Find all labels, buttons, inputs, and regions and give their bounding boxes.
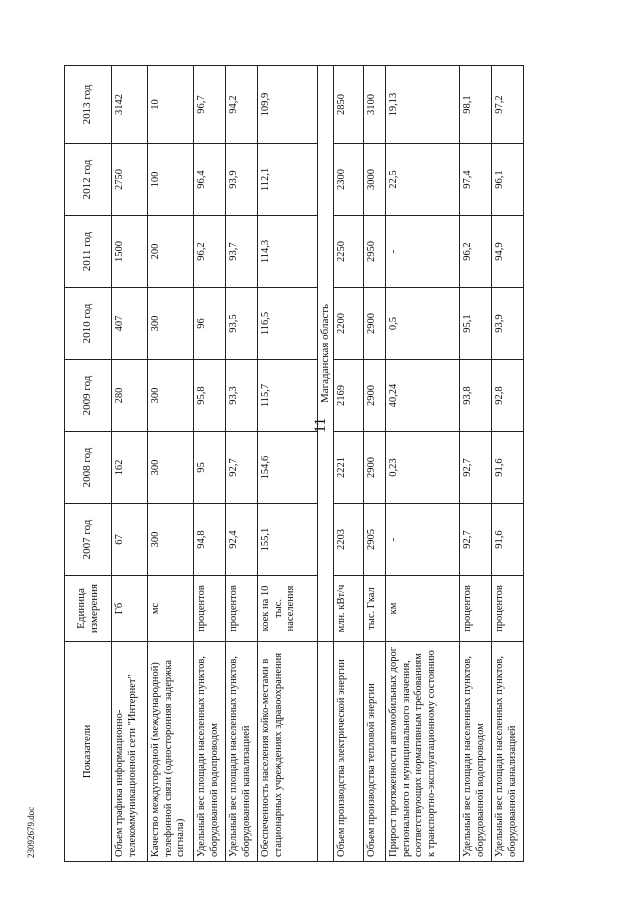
indicator-cell: Удельный вес площади населенных пунктов, оборудованной канализацией	[226, 642, 258, 862]
value-cell: 2250	[334, 216, 364, 288]
region-spacer	[318, 642, 334, 862]
indicator-cell: Качество междугородной (международной) телефонной связи (односторонняя задержка сигнала)	[148, 642, 194, 862]
value-cell: 300	[148, 504, 194, 576]
value-cell: 280	[112, 360, 148, 432]
indicators-table	[64, 65, 524, 862]
value-cell: 92,8	[492, 360, 524, 432]
table-row	[258, 66, 318, 862]
value-cell: 112,1	[258, 144, 318, 216]
column-header: 2011 год	[65, 216, 112, 288]
value-cell: 2900	[364, 360, 386, 432]
table-row	[112, 66, 148, 862]
value-cell: 93,9	[492, 288, 524, 360]
unit-cell: процентов	[492, 576, 524, 642]
column-header: 2010 год	[65, 288, 112, 360]
value-cell: 2169	[334, 360, 364, 432]
value-cell: 116,5	[258, 288, 318, 360]
value-cell: 300	[148, 288, 194, 360]
value-cell: 200	[148, 216, 194, 288]
value-cell: 93,7	[226, 216, 258, 288]
column-header: 2009 год	[65, 360, 112, 432]
table-row	[460, 66, 492, 862]
value-cell: 98,1	[460, 66, 492, 144]
value-cell: 91,6	[492, 432, 524, 504]
indicator-cell: Объем производства электрической энергии	[334, 642, 364, 862]
table-row	[334, 66, 364, 862]
value-cell: 19,13	[386, 66, 460, 144]
value-cell: 93,5	[226, 288, 258, 360]
value-cell: 3142	[112, 66, 148, 144]
rotated-table-wrapper	[64, 66, 624, 862]
value-cell: 94,9	[492, 216, 524, 288]
region-row	[318, 66, 334, 862]
indicator-cell: Обеспеченность населения койко-местами в стационарных учреждениях здравоохранения	[258, 642, 318, 862]
value-cell: 114,3	[258, 216, 318, 288]
value-cell: 93,3	[226, 360, 258, 432]
unit-cell: Гб	[112, 576, 148, 642]
value-cell: 94,2	[226, 66, 258, 144]
value-cell: 92,7	[226, 432, 258, 504]
value-cell: 2221	[334, 432, 364, 504]
column-header: Единица измерения	[65, 576, 112, 642]
region-label: Магаданская область	[318, 66, 334, 642]
indicator-cell: Удельный вес площади населенных пунктов, оборудованной водопроводом	[194, 642, 226, 862]
column-header: Показатели	[65, 642, 112, 862]
value-cell: 97,4	[460, 144, 492, 216]
value-cell: 95	[194, 432, 226, 504]
value-cell: 2200	[334, 288, 364, 360]
value-cell: 2750	[112, 144, 148, 216]
value-cell: 96,7	[194, 66, 226, 144]
value-cell: 300	[148, 360, 194, 432]
value-cell: 2300	[334, 144, 364, 216]
value-cell: 93,8	[460, 360, 492, 432]
table-row	[226, 66, 258, 862]
value-cell: 91,6	[492, 504, 524, 576]
value-cell: 2900	[364, 432, 386, 504]
table-row	[194, 66, 226, 862]
unit-cell: коек на 10 тыс. населения	[258, 576, 318, 642]
value-cell: 2950	[364, 216, 386, 288]
table-row	[386, 66, 460, 862]
indicator-cell: Прирост протяженности автомобильных дорог регионального и муниципального значения, соответствующих нормативным требованиям к транспортно-эксплуатационному состоянию	[386, 642, 460, 862]
value-cell: 0,5	[386, 288, 460, 360]
value-cell: 2850	[334, 66, 364, 144]
value-cell: 92,7	[460, 504, 492, 576]
value-cell: 93,9	[226, 144, 258, 216]
indicator-cell: Объем трафика информационно-телекоммуникационной сети "Интернет"	[112, 642, 148, 862]
value-cell: 109,9	[258, 66, 318, 144]
table-row	[492, 66, 524, 862]
value-cell: 67	[112, 504, 148, 576]
unit-cell: процентов	[194, 576, 226, 642]
value-cell: 40,24	[386, 360, 460, 432]
value-cell: 96,2	[194, 216, 226, 288]
indicator-cell: Объем производства тепловой энергии	[364, 642, 386, 862]
value-cell: 0,23	[386, 432, 460, 504]
value-cell: 2900	[364, 288, 386, 360]
value-cell: 115,7	[258, 360, 318, 432]
page-number: 11	[312, 417, 329, 433]
indicator-cell: Удельный вес площади населенных пунктов, оборудованной канализацией	[492, 642, 524, 862]
indicator-cell: Удельный вес площади населенных пунктов, оборудованной водопроводом	[460, 642, 492, 862]
value-cell: 3100	[364, 66, 386, 144]
column-header: 2012 год	[65, 144, 112, 216]
table-row	[148, 66, 194, 862]
value-cell: 100	[148, 144, 194, 216]
value-cell: -	[386, 504, 460, 576]
value-cell: 10	[148, 66, 194, 144]
column-header: 2007 год	[65, 504, 112, 576]
value-cell: 3000	[364, 144, 386, 216]
value-cell: 95,8	[194, 360, 226, 432]
value-cell: 96,2	[460, 216, 492, 288]
column-header: 2013 год	[65, 66, 112, 144]
unit-cell: процентов	[226, 576, 258, 642]
value-cell: 92,4	[226, 504, 258, 576]
unit-cell: процентов	[460, 576, 492, 642]
table-row	[364, 66, 386, 862]
unit-cell: мс	[148, 576, 194, 642]
unit-cell: млн. кВт/ч	[334, 576, 364, 642]
value-cell: 407	[112, 288, 148, 360]
value-cell: 300	[148, 432, 194, 504]
value-cell: 162	[112, 432, 148, 504]
column-header: 2008 год	[65, 432, 112, 504]
value-cell: 92,7	[460, 432, 492, 504]
table-header-row	[65, 66, 112, 862]
value-cell: 22,5	[386, 144, 460, 216]
value-cell: -	[386, 216, 460, 288]
unit-cell: км	[386, 576, 460, 642]
unit-cell: тыс. Гкал	[364, 576, 386, 642]
value-cell: 96,1	[492, 144, 524, 216]
footer-filename: 23092679.doc	[26, 806, 36, 858]
value-cell: 94,8	[194, 504, 226, 576]
value-cell: 95,1	[460, 288, 492, 360]
value-cell: 154,6	[258, 432, 318, 504]
value-cell: 96	[194, 288, 226, 360]
value-cell: 97,2	[492, 66, 524, 144]
value-cell: 1500	[112, 216, 148, 288]
value-cell: 96,4	[194, 144, 226, 216]
value-cell: 2905	[364, 504, 386, 576]
value-cell: 155,1	[258, 504, 318, 576]
value-cell: 2203	[334, 504, 364, 576]
